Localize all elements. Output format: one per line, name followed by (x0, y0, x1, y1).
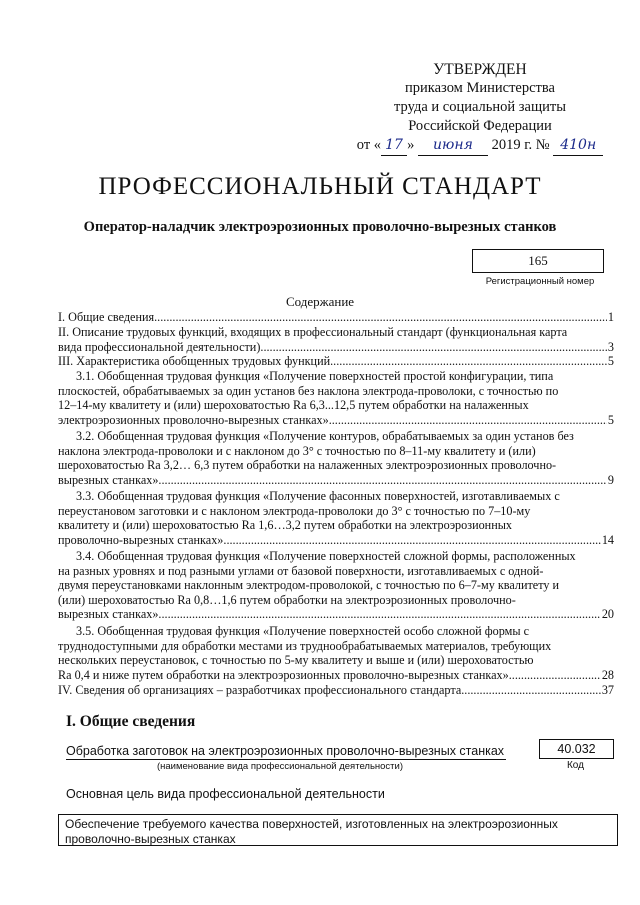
toc-page-number: 20 (601, 607, 614, 622)
toc-entry-text: двумя переустановками наклонным электродом-проволокой, с точностью по 6–7-му квалитету и (58, 578, 560, 593)
toc-entry-text: (или) шероховатостью Ra 0,8…1,6 путем обработки на электроэрозионных проволочно- (58, 592, 516, 607)
toc-entry-text: 12–14-му квалитету и (или) шероховатостью Ra 6,3...12,5 путем обработки на налаженных (58, 398, 529, 413)
toc-page-number: 37 (601, 683, 614, 697)
toc-entry-text: вида профессиональной деятельности) (58, 339, 261, 354)
approval-block (330, 60, 630, 156)
goal-text-box: Обеспечение требуемого качества поверхностей, изготовленных на электроэрозионных проволочно-вырезных станках (58, 814, 618, 846)
toc-entry-text: вырезных станках» (58, 472, 159, 487)
approval-date-line (330, 136, 630, 156)
date-prefix: от « (356, 137, 382, 153)
toc-entry-text: III. Характеристика обобщенных трудовых функций (58, 354, 331, 368)
toc-entry-1[interactable] (58, 310, 614, 325)
toc-entry-text: вырезных станках» (58, 607, 159, 622)
approval-line-3: Российской Федерации (408, 118, 552, 134)
approval-line-2: труда и социальной защиты (394, 99, 566, 115)
toc-entry-2[interactable] (58, 325, 614, 354)
toc-page-number: 1 (607, 310, 614, 324)
date-year: 2019 г. № (491, 137, 550, 153)
toc-entry-3[interactable] (58, 354, 614, 369)
toc-entry-text: на разных уровнях и под разными углами от базовой поверхности, изготавливаемых с одной- (58, 563, 544, 578)
toc-entry-text: IV. Сведения об организациях – разработчиках профессионального стандарта (58, 683, 462, 697)
activity-name-caption: (наименование вида профессиональной деятельности) (156, 761, 404, 772)
activity-code-box: 40.032 (539, 739, 614, 759)
toc-entry-text: шероховатостью Ra 3,2… 6,3 путем обработки на налаженных электроэрозионных проволочно- (58, 458, 557, 473)
toc-entry-text: плоскостей, обрабатываемых за один установ без наклона электрода-проволоки, с точностью по (58, 383, 559, 398)
toc-entry-text: 3.1. Обобщенная трудовая функция «Получение поверхностей простой конфигурации, типа (76, 369, 554, 383)
toc-entry-text: проволочно-вырезных станках» (58, 532, 224, 547)
registration-number-box: 165 (472, 249, 604, 273)
toc-page-number: 3 (607, 339, 614, 354)
handwritten-month: июня (418, 136, 488, 156)
toc-entry-3-5[interactable] (58, 624, 614, 682)
toc-page-number: 5 (607, 354, 614, 368)
toc-entry-text: 3.3. Обобщенная трудовая функция «Получение фасонных поверхностей, изготавливаемых с (76, 489, 560, 503)
document-title: ПРОФЕССИОНАЛЬНЫЙ СТАНДАРТ (98, 173, 542, 200)
registration-number-label: Регистрационный номер (485, 276, 595, 287)
toc-entry-text: нескольких переустановок, с точностью по 5-му квалитету и выше и (или) шероховатостью (58, 653, 534, 668)
approval-line-1: приказом Министерства (405, 80, 555, 96)
toc-entry-4[interactable] (58, 683, 614, 698)
toc-page-number: 28 (601, 667, 614, 682)
toc-entry-text: Ra 0,4 и ниже путем обработки на электроэрозионных проволочно-вырезных станках» (58, 667, 509, 682)
toc-page-number: 14 (601, 532, 614, 547)
toc-entry-text: 3.2. Обобщенная трудовая функция «Получение контуров, обрабатываемых за один установ без (76, 429, 574, 443)
toc-page-number: 9 (607, 472, 614, 487)
document-subtitle: Оператор-наладчик электроэрозионных проволочно-вырезных станков (83, 219, 557, 235)
handwritten-day: 17 (381, 136, 407, 156)
toc-entry-3-4[interactable] (58, 549, 614, 622)
activity-code-label: Код (566, 760, 584, 771)
goal-label: Основная цель вида профессиональной деятельности (66, 787, 385, 801)
handwritten-order-number: 410н (553, 136, 603, 156)
activity-name-field: Обработка заготовок на электроэрозионных проволочно-вырезных станках (66, 744, 505, 758)
toc-entry-text: II. Описание трудовых функций, входящих в профессиональный стандарт (функциональная карта (58, 325, 568, 339)
toc-entry-text: труднодоступными для обработки местами из труднообрабатываемых материалов, требующих (58, 638, 552, 653)
approval-title: УТВЕРЖДЕН (433, 61, 527, 78)
toc-page-number: 5 (607, 412, 614, 427)
section-heading: I. Общие сведения (66, 713, 196, 730)
toc-entry-text: наклона электрода-проволоки и с наклоном до 3° с точностью по 8–11-му квалитету и (или) (58, 443, 536, 458)
toc-entry-text: I. Общие сведения (58, 310, 155, 324)
date-mid: » (407, 137, 415, 153)
toc-entry-3-2[interactable] (58, 429, 614, 487)
toc-entry-3-1[interactable] (58, 369, 614, 427)
toc-entry-text: переустановом заготовки и с наклоном электрода-проволоки до 3° с точностью по 7–10-му (58, 503, 531, 518)
toc-entry-text: квалитету и (или) шероховатостью Ra 1,6…3,2 путем обработки на электроэрозионных (58, 518, 513, 533)
toc-entry-text: 3.5. Обобщенная трудовая функция «Получение поверхностей особо сложной формы с (76, 624, 529, 638)
toc-entry-text: 3.4. Обобщенная трудовая функция «Получение поверхностей сложной формы, расположенных (76, 549, 576, 563)
toc-entry-3-3[interactable] (58, 489, 614, 547)
toc-entry-text: электроэрозионных проволочно-вырезных станках» (58, 412, 329, 427)
toc-title: Содержание (285, 294, 355, 309)
